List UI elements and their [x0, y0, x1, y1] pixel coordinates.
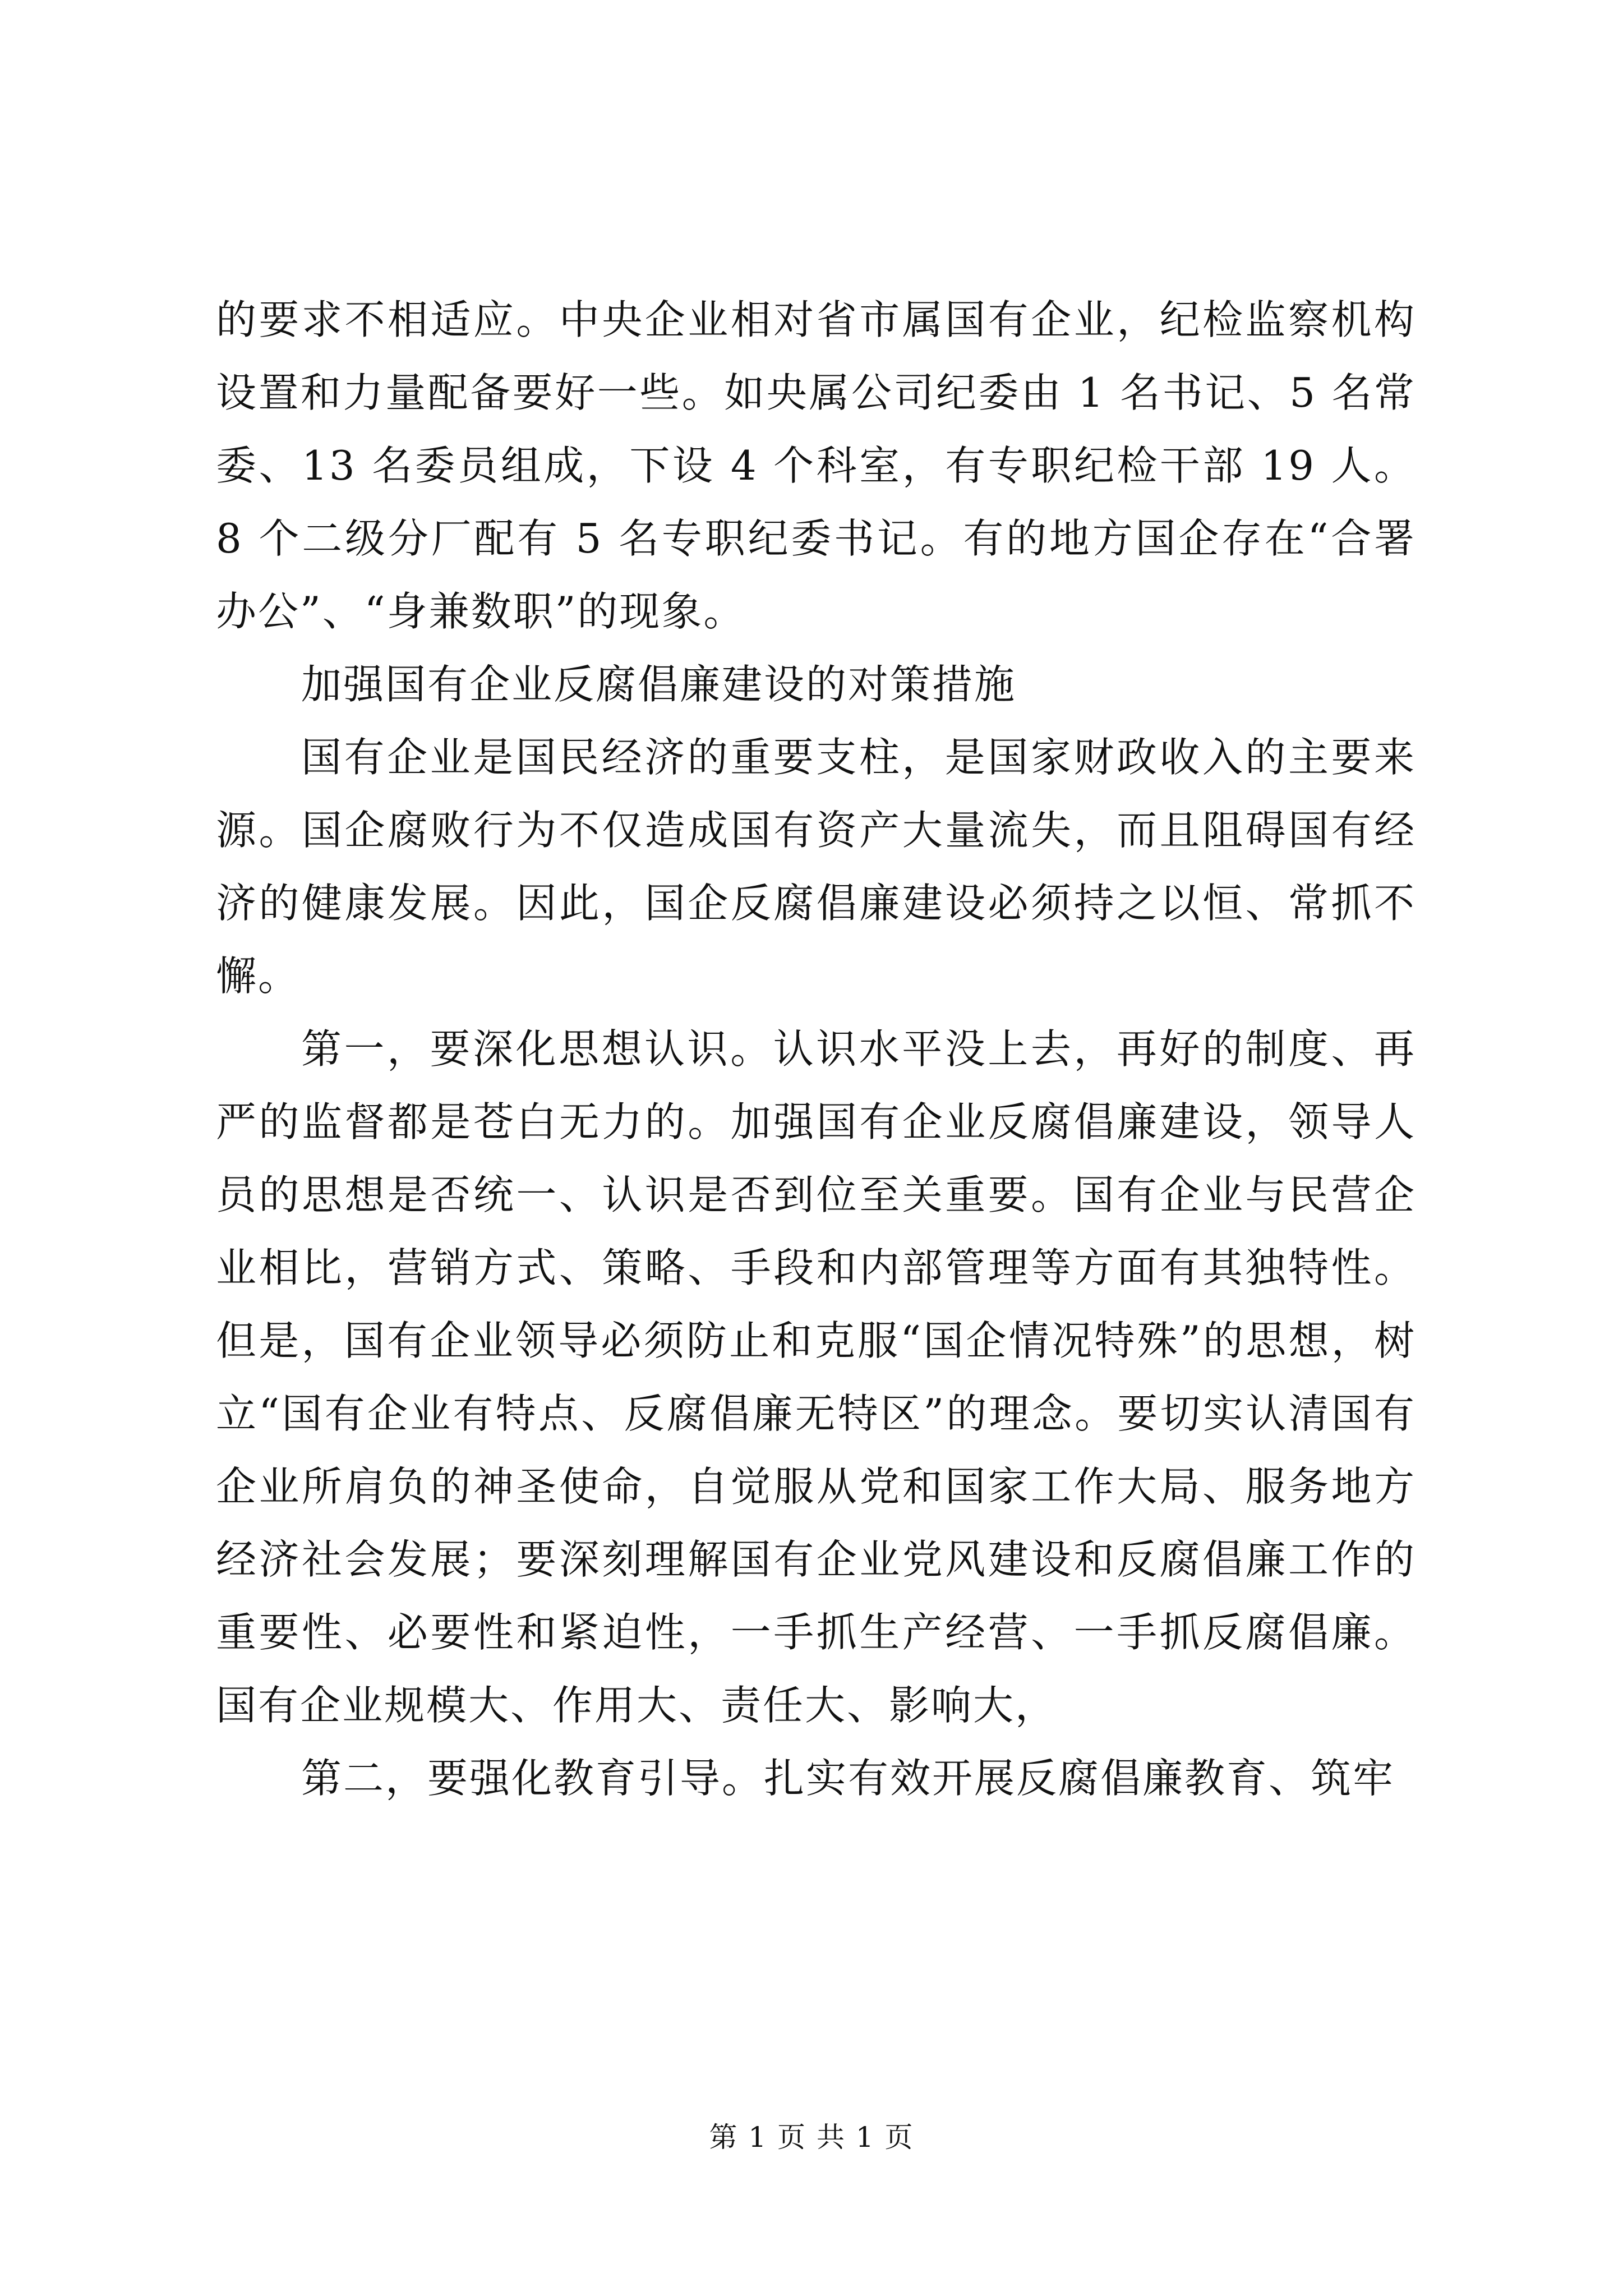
- paragraph-point-two: 第二，要强化教育引导。扎实有效开展反腐倡廉教育、筑牢: [301, 1755, 1395, 1802]
- page-footer: 第 1 页 共 1 页: [709, 2121, 914, 2154]
- paragraph-intro: 国有企业是国民经济的重要支柱，是国家财政收入的主要来源。国企腐败行为不仅造成国有资产大量流失，而且阻碍国有经济的健康发展。因此，国企反腐倡廉建设必须持之以恒、常抓不懈。: [216, 734, 1416, 1000]
- paragraph-continuation: 的要求不相适应。中央企业相对省市属国有企业，纪检监察机构设置和力量配备要好一些。如央属公司纪委由 1 名书记、5 名常委、13 名委员组成，下设 4 个科室，有专职纪检干部 19 人。8 个二级分厂配有 5 名专职纪委书记。有的地方国企存在“合署办公”、“身兼数职”的现象。: [216, 296, 1416, 635]
- document-body: [216, 283, 1416, 1815]
- paragraph-point-one: 第一，要深化思想认识。认识水平没上去，再好的制度、再严的监督都是苍白无力的。加强国有企业反腐倡廉建设，领导人员的思想是否统一、认识是否到位至关重要。国有企业与民营企业相比，营销方式、策略、手段和内部管理等方面有其独特性。但是，国有企业领导必须防止和克服“国企情况特殊”的思想，树立“国有企业有特点、反腐倡廉无特区”的理念。要切实认清国有企业所肩负的神圣使命，自觉服从党和国家工作大局、服务地方经济社会发展；要深刻理解国有企业党风建设和反腐倡廉工作的重要性、必要性和紧迫性，一手抓生产经营、一手抓反腐倡廉。国有企业规模大、作用大、责任大、影响大，: [216, 1025, 1416, 1729]
- section-heading: 加强国有企业反腐倡廉建设的对策措施: [301, 661, 1017, 708]
